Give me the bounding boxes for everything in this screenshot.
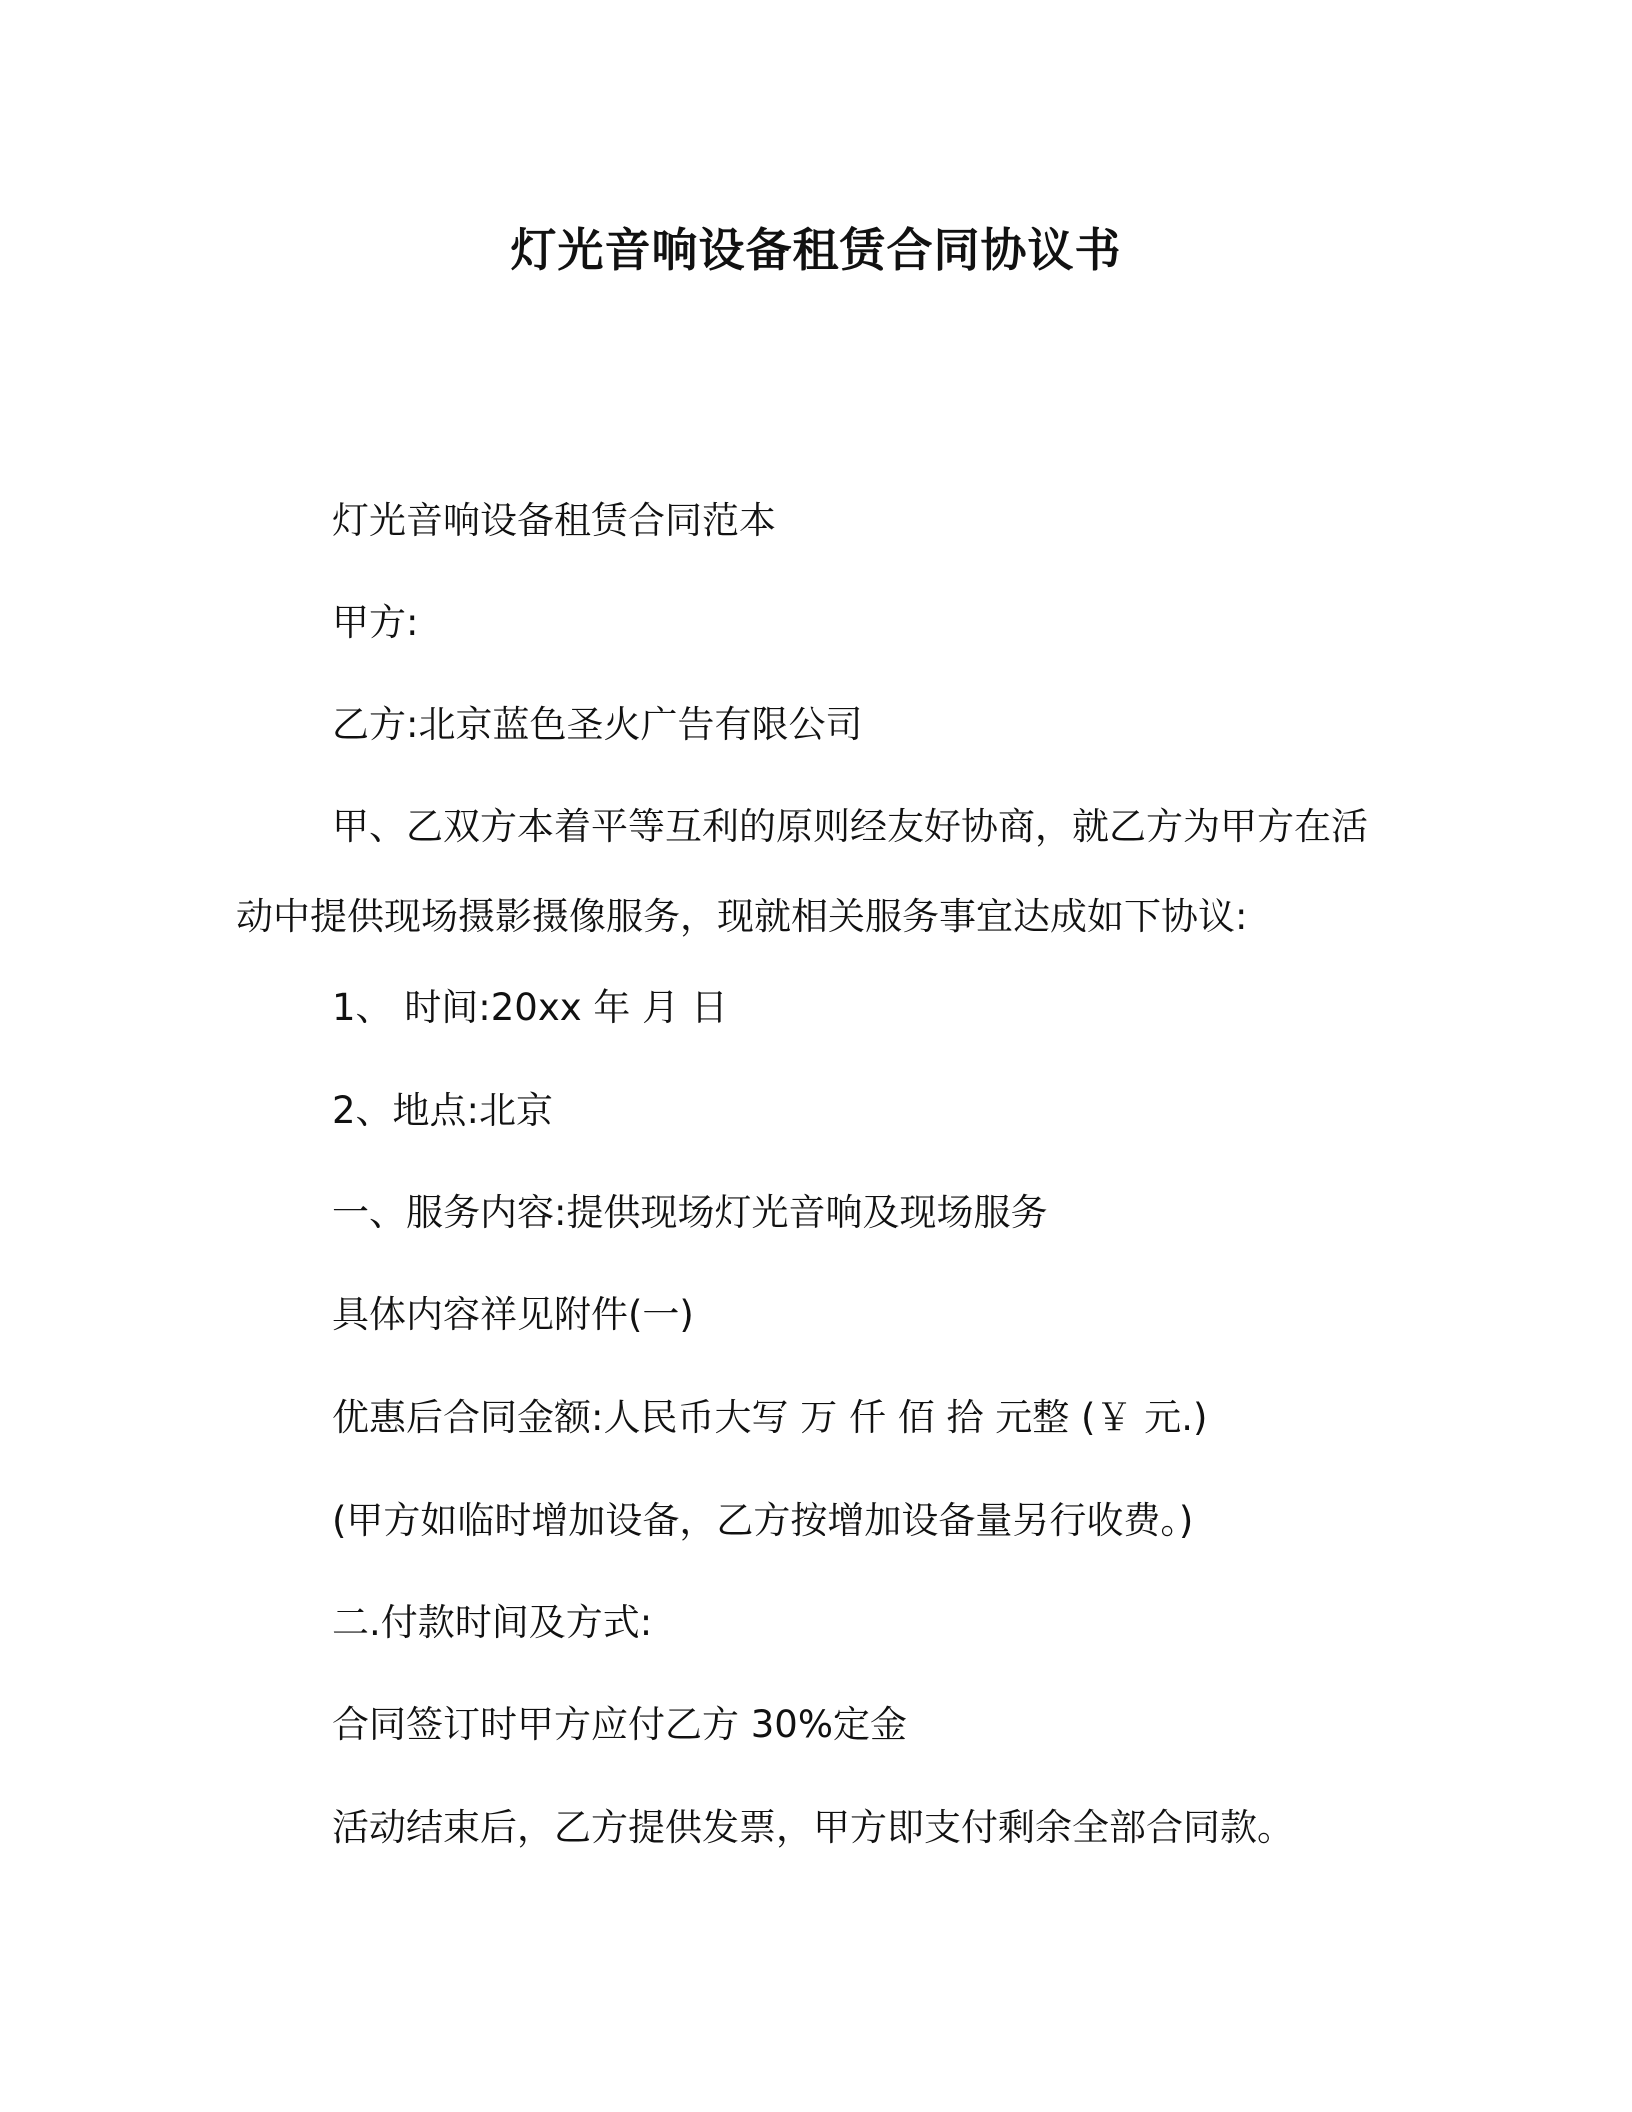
intro-paragraph	[236, 802, 1386, 942]
party-a-line: 甲方:	[332, 601, 419, 644]
item-time: 1、 时间:20xx 年 月 日	[332, 986, 728, 1029]
section-2-final-payment: 活动结束后，乙方提供发票，甲方即支付剩余全部合同款。	[332, 1806, 1294, 1849]
section-2-heading: 二.付款时间及方式:	[332, 1601, 653, 1644]
section-2-deposit: 合同签订时甲方应付乙方 30%定金	[332, 1703, 907, 1746]
section-1-detail: 具体内容祥见附件(一)	[332, 1293, 694, 1336]
document-subtitle: 灯光音响设备租赁合同范本	[332, 499, 776, 542]
item-place: 2、地点:北京	[332, 1089, 554, 1132]
section-1-amount: 优惠后合同金额:人民币大写 万 仟 佰 拾 元整 (￥ 元.)	[332, 1396, 1208, 1439]
intro-line-1: 甲、乙双方本着平等互利的原则经友好协商，就乙方为甲方在活	[332, 805, 1368, 848]
section-1-note: (甲方如临时增加设备，乙方按增加设备量另行收费。)	[332, 1499, 1194, 1542]
intro-line-2: 动中提供现场摄影摄像服务，现就相关服务事宜达成如下协议:	[236, 895, 1248, 938]
party-b-line: 乙方:北京蓝色圣火广告有限公司	[332, 703, 863, 746]
document-title: 灯光音响设备租赁合同协议书	[510, 223, 1122, 277]
section-1-heading: 一、服务内容:提供现场灯光音响及现场服务	[332, 1191, 1048, 1234]
